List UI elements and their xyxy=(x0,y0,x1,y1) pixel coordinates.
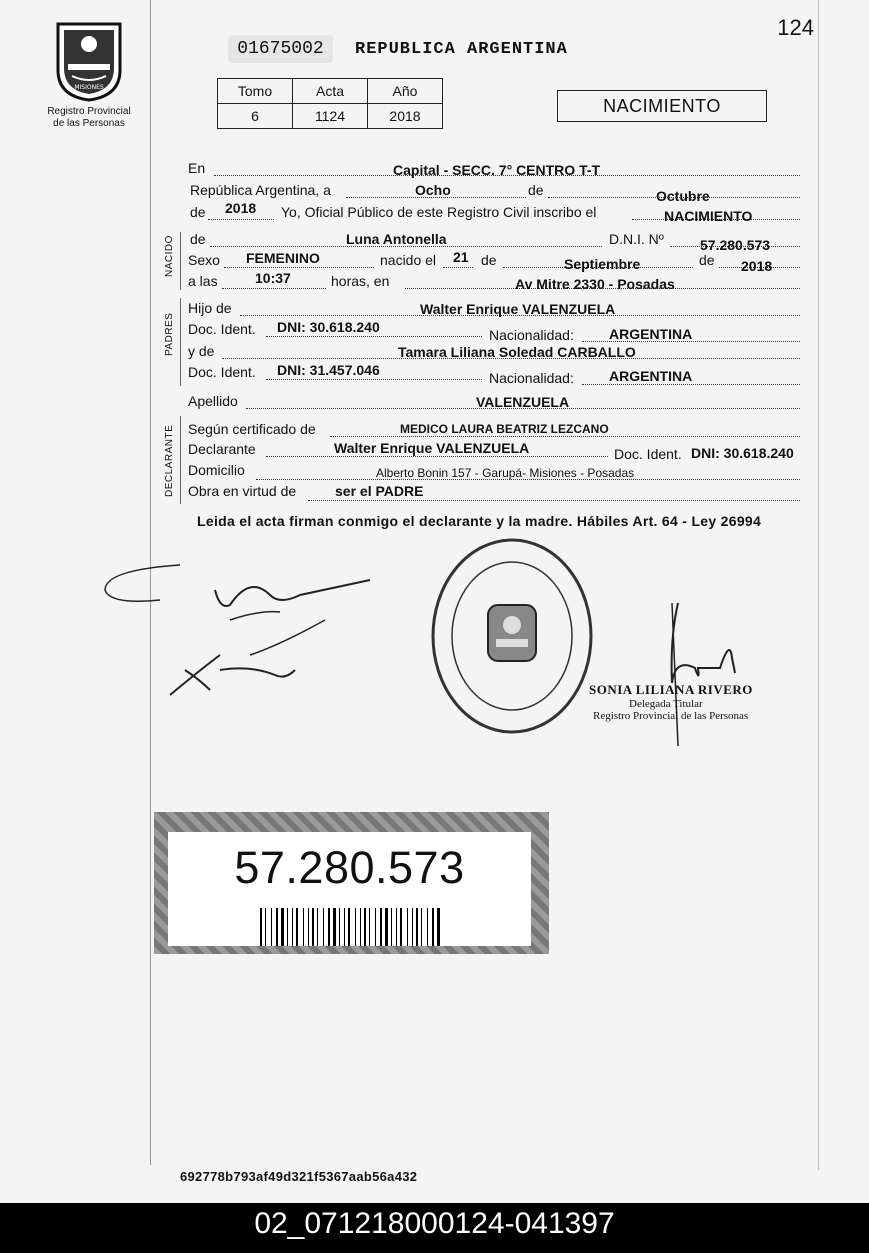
child-name: Luna Antonella xyxy=(346,231,447,247)
row-madre-doc xyxy=(188,364,800,384)
serial-number: 01675002 xyxy=(228,35,333,63)
month-value: Octubre xyxy=(656,188,710,204)
child-dni: 57.280.573 xyxy=(700,237,771,253)
footer-id: 02_071218000124-041397 xyxy=(0,1203,869,1253)
declarante-dni: DNI: 30.618.240 xyxy=(691,445,794,461)
row-hora xyxy=(188,270,800,293)
father-nationality: ARGENTINA xyxy=(609,326,693,342)
en-label: En xyxy=(188,160,206,176)
official-signature-icon xyxy=(640,598,750,748)
acta-header: Acta xyxy=(293,79,368,104)
father-name: Walter Enrique VALENZUELA xyxy=(420,301,616,317)
official-name: SONIA LILIANA RIVERO xyxy=(589,682,753,697)
year-value: 2018 xyxy=(225,200,257,216)
dni-label: D.N.I. Nº xyxy=(609,231,664,247)
anio-value: 2018 xyxy=(368,104,443,129)
y-de-label: y de xyxy=(188,343,215,359)
sexo-value: FEMENINO xyxy=(246,250,320,266)
row-fecha xyxy=(188,182,800,202)
row-nombre xyxy=(188,231,800,251)
hijo-de-label: Hijo de xyxy=(188,300,232,316)
page-number: 124 xyxy=(777,15,814,40)
declarante-bracket xyxy=(180,416,181,504)
birth-place: Av Mitre 2330 - Posadas xyxy=(515,276,675,292)
nacionalidad-label-2: Nacionalidad: xyxy=(489,370,574,386)
section-nacido: NACIDO xyxy=(164,235,175,277)
seal-caption-line2: de las Personas xyxy=(53,118,125,129)
de-label-3: de xyxy=(190,231,206,247)
mother-name: Tamara Liliana Soledad CARBALLO xyxy=(398,344,636,360)
doc-ident-label-2: Doc. Ident. xyxy=(188,364,256,380)
nacido-bracket xyxy=(180,232,181,290)
a-las-label: a las xyxy=(188,273,218,289)
row-apellido xyxy=(188,393,800,413)
sexo-label: Sexo xyxy=(188,252,220,268)
domicilio-value: Alberto Bonin 157 - Garupá- Misiones - Posadas xyxy=(376,466,635,480)
right-margin-line xyxy=(818,0,819,1170)
obra-value: ser el PADRE xyxy=(335,483,424,499)
declarante-doc-label: Doc. Ident. xyxy=(614,446,682,462)
horas-en-label: horas, en xyxy=(331,273,390,289)
row-domicilio xyxy=(188,462,800,482)
mother-nationality: ARGENTINA xyxy=(609,368,693,384)
mother-dni: DNI: 31.457.046 xyxy=(277,362,380,378)
row-sexo xyxy=(188,249,800,274)
father-dni: DNI: 30.618.240 xyxy=(277,319,380,335)
row-padre xyxy=(188,300,800,320)
acta-value: 1124 xyxy=(293,104,368,129)
row-certificado xyxy=(188,421,800,441)
declarant-signature-icon xyxy=(100,560,375,710)
yo-text: Yo, Oficial Público de este Registro Civil inscribo el xyxy=(281,204,597,220)
seal-caption-line1: Registro Provincial xyxy=(47,106,131,117)
seal-caption xyxy=(35,106,143,130)
de-label-2: de xyxy=(190,204,206,220)
certificado-label: Según certificado de xyxy=(188,421,316,437)
tomo-value: 6 xyxy=(218,104,293,129)
official-block xyxy=(589,682,753,722)
de-label-4: de xyxy=(481,252,497,268)
record-type-box: NACIMIENTO xyxy=(557,90,767,122)
birth-month: Septiembre xyxy=(564,256,641,272)
tomo-table xyxy=(217,78,443,129)
row-inscribe xyxy=(188,200,800,224)
domicilio-label: Domicilio xyxy=(188,462,245,478)
de-label-5: de xyxy=(699,252,715,268)
obra-label: Obra en virtud de xyxy=(188,483,297,499)
inscribe-value: NACIMIENTO xyxy=(664,208,753,224)
en-value: Capital - SECC. 7° CENTRO T-T xyxy=(393,162,601,178)
certificado-value: MEDICO LAURA BEATRIZ LEZCANO xyxy=(400,422,609,436)
anio-header: Año xyxy=(368,79,443,104)
padres-bracket xyxy=(180,298,181,386)
row-declarante xyxy=(188,441,800,461)
registry-stamp-icon xyxy=(430,537,595,735)
birth-time: 10:37 xyxy=(255,270,291,286)
dni-barcode-card xyxy=(154,812,549,954)
section-declarante: DECLARANTE xyxy=(164,424,175,497)
svg-text:MISIONES: MISIONES xyxy=(74,84,104,91)
document-hash: 692778b793af49d321f5367aab56a432 xyxy=(180,1169,418,1184)
nacido-el-label: nacido el xyxy=(380,252,437,268)
declarante-label: Declarante xyxy=(188,441,256,457)
province-seal-icon xyxy=(50,18,128,102)
doc-ident-label: Doc. Ident. xyxy=(188,321,256,337)
declarante-name: Walter Enrique VALENZUELA xyxy=(334,440,530,456)
de-label: de xyxy=(528,182,544,198)
day-value: Ocho xyxy=(415,182,451,198)
birth-year: 2018 xyxy=(741,258,773,274)
tomo-header: Tomo xyxy=(218,79,293,104)
section-padres: PADRES xyxy=(164,312,175,356)
document-title: REPUBLICA ARGENTINA xyxy=(355,40,568,59)
apellido-value: VALENZUELA xyxy=(476,394,570,410)
row-obra xyxy=(188,483,800,503)
barcode-icon xyxy=(260,908,440,946)
nacionalidad-label: Nacionalidad: xyxy=(489,327,574,343)
barcode-inner xyxy=(168,832,531,946)
official-org: Registro Provincial de las Personas xyxy=(593,710,749,722)
closing-statement: Leida el acta firman conmigo el declarante y la madre. Hábiles Art. 64 - Ley 26994 xyxy=(197,513,762,529)
birth-day: 21 xyxy=(453,249,469,265)
row-en xyxy=(188,160,800,180)
row-madre xyxy=(188,343,800,363)
republica-label: República Argentina, a xyxy=(190,182,331,198)
official-role: Delegada Titular xyxy=(629,698,703,710)
row-padre-doc xyxy=(188,321,800,341)
barcode-number: 57.280.573 xyxy=(234,842,465,893)
apellido-label: Apellido xyxy=(188,393,238,409)
